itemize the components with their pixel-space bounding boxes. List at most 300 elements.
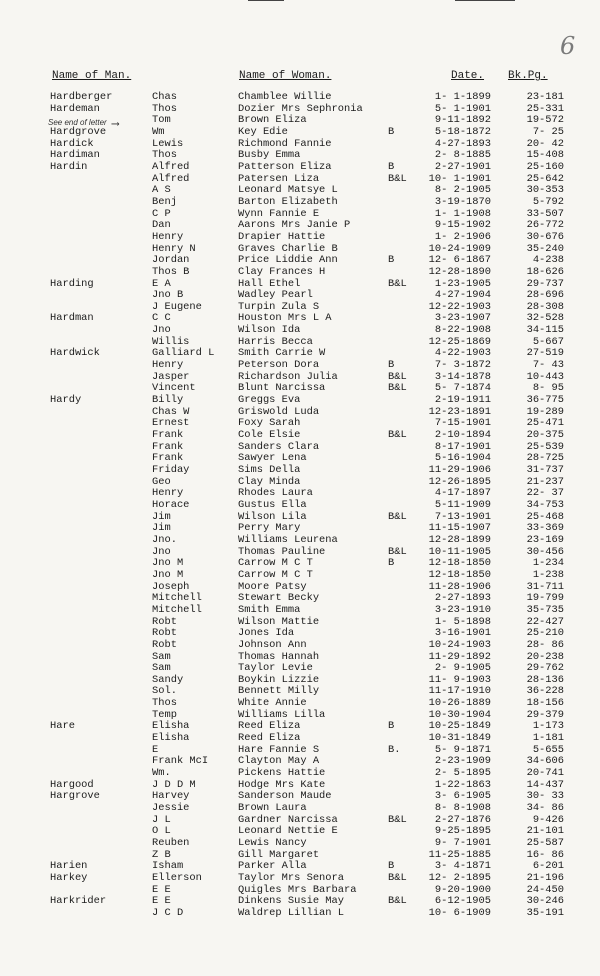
book-page: 29-762 — [526, 662, 564, 675]
marriage-date: 5- 7-1874 — [434, 382, 491, 395]
race-mark: B — [388, 359, 395, 372]
given-name: Reuben — [152, 837, 190, 849]
book-page: 20-741 — [526, 767, 564, 780]
marriage-date: 3- 6-1905 — [434, 790, 491, 803]
book-page: 30-456 — [526, 545, 564, 558]
given-name: Robt — [152, 615, 177, 628]
marriage-date: 1- 1-1908 — [434, 207, 491, 220]
book-page: 22-427 — [526, 615, 564, 628]
book-page: 35-191 — [526, 906, 564, 919]
book-page: 21-101 — [526, 825, 564, 838]
header-name-of-man: Name of Man. — [52, 70, 132, 82]
book-page: 6-201 — [532, 860, 564, 873]
marriage-date: 3- 4-1871 — [434, 860, 491, 873]
marriage-date: 11-17-1910 — [428, 685, 491, 698]
book-page: 24-450 — [526, 883, 564, 896]
marriage-date: 9-25-1895 — [434, 825, 491, 838]
given-name: Jim — [152, 510, 171, 523]
book-page: 25-539 — [526, 440, 564, 453]
given-name: Friday — [152, 464, 190, 476]
marriage-date: 2-27-1893 — [434, 592, 491, 605]
marriage-date: 9- 7-1901 — [434, 837, 491, 849]
book-page: 1-238 — [532, 568, 564, 581]
book-page: 5-792 — [532, 195, 564, 208]
woman-name: Parker Alla — [238, 860, 307, 873]
given-name: Alfred — [152, 172, 190, 185]
given-name: E A — [152, 277, 171, 290]
table-row — [0, 710, 600, 722]
book-page: 9-426 — [532, 813, 564, 826]
woman-name: Sawyer Lena — [238, 452, 307, 465]
table-row — [0, 721, 600, 733]
race-mark: B&L — [388, 429, 407, 442]
woman-name: Reed Eliza — [238, 732, 301, 745]
book-page: 22- 37 — [526, 487, 564, 500]
woman-name: Leonard Matsye L — [238, 184, 338, 197]
woman-name: Reed Eliza — [238, 720, 301, 733]
marriage-date: 11-28-1906 — [428, 580, 491, 593]
book-page: 1-234 — [532, 557, 564, 570]
race-mark: B — [388, 720, 395, 733]
given-name: E E — [152, 883, 171, 896]
marriage-date: 4-27-1904 — [434, 289, 491, 302]
marriage-date: 2-23-1909 — [434, 755, 491, 768]
marriage-date: 10- 1-1901 — [428, 172, 491, 185]
book-page: 8- 95 — [532, 382, 564, 395]
marriage-date: 5- 1-1901 — [434, 102, 491, 115]
book-page: 32-528 — [526, 312, 564, 325]
marriage-date: 10-25-1849 — [428, 720, 491, 733]
book-page: 15-408 — [526, 149, 564, 162]
woman-name: Houston Mrs L A — [238, 312, 332, 325]
given-name: Frank McI — [152, 755, 209, 768]
woman-name: Carrow M C T — [238, 557, 313, 570]
header-date: Date. — [451, 70, 485, 82]
woman-name: Griswold Luda — [238, 405, 320, 418]
given-name: Frank — [152, 440, 184, 453]
given-name: Chas W — [152, 405, 190, 418]
marriage-date: 1- 1-1899 — [434, 91, 491, 103]
book-page: 28-696 — [526, 289, 564, 302]
marriage-date: 1-22-1863 — [434, 778, 491, 791]
given-name: Mitchell — [152, 603, 202, 616]
woman-name: Moore Patsy — [238, 580, 307, 593]
table-row — [0, 162, 600, 174]
book-page: 19-799 — [526, 592, 564, 605]
marriage-date: 3-23-1910 — [434, 603, 491, 616]
woman-name: Taylor Mrs Senora — [238, 871, 345, 884]
table-row — [0, 407, 600, 419]
given-name: Temp — [152, 708, 177, 721]
marriage-date: 10-24-1903 — [428, 638, 491, 651]
book-page: 25-642 — [526, 172, 564, 185]
book-page: 35-735 — [526, 603, 564, 616]
marriage-date: 9-11-1892 — [434, 114, 491, 127]
given-name: Frank — [152, 429, 184, 442]
given-name: Alfred — [152, 160, 190, 173]
race-mark: B&L — [388, 895, 407, 908]
marriage-date: 9-15-1902 — [434, 219, 491, 232]
marriage-date: 2-27-1876 — [434, 813, 491, 826]
book-page: 7- 25 — [532, 125, 564, 138]
surname: Harding — [50, 277, 94, 290]
book-page: 20- 42 — [526, 137, 564, 150]
given-name: Willis — [152, 335, 190, 348]
table-row — [0, 593, 600, 605]
marriage-date: 12- 6-1867 — [428, 254, 491, 267]
table-row — [0, 418, 600, 430]
given-name: Dan — [152, 219, 171, 232]
woman-name: Sims Della — [238, 464, 301, 476]
surname: Hardman — [50, 312, 94, 325]
marriage-date: 12-26-1895 — [428, 475, 491, 488]
book-page: 25-331 — [526, 102, 564, 115]
woman-name: Greggs Eva — [238, 394, 301, 407]
book-page: 30-676 — [526, 230, 564, 243]
marriage-date: 10-11-1905 — [428, 545, 491, 558]
book-page: 20-238 — [526, 650, 564, 663]
book-page: 21-237 — [526, 475, 564, 488]
marriage-date: 12-28-1899 — [428, 533, 491, 546]
book-page: 30-246 — [526, 895, 564, 908]
marriage-date: 11-15-1907 — [428, 522, 491, 535]
book-page: 28-725 — [526, 452, 564, 465]
woman-name: Clay Minda — [238, 475, 301, 488]
marriage-date: 12- 2-1895 — [428, 871, 491, 884]
marriage-date: 7-13-1901 — [434, 510, 491, 523]
given-name: C P — [152, 207, 171, 220]
marriage-date: 10- 6-1909 — [428, 906, 491, 919]
table-row — [0, 383, 600, 395]
race-mark: B&L — [388, 545, 407, 558]
marriage-date: 12-18-1850 — [428, 557, 491, 570]
marriage-date: 5-16-1904 — [434, 452, 491, 465]
surname: Hardgrove — [50, 125, 107, 138]
race-mark: B — [388, 125, 395, 138]
given-name: Jno M — [152, 557, 184, 570]
table-row — [0, 500, 600, 512]
given-name: Robt — [152, 627, 177, 640]
woman-name: Turpin Zula S — [238, 300, 320, 313]
surname: Hardwick — [50, 347, 100, 360]
page-number: 6 — [560, 32, 576, 60]
given-name: Thos B — [152, 265, 190, 278]
given-name: Wm. — [152, 767, 171, 780]
given-name: Sam — [152, 650, 171, 663]
table-row — [0, 395, 600, 407]
given-name: Galliard L — [152, 347, 215, 360]
table-row — [0, 535, 600, 547]
table-row — [0, 92, 600, 104]
table-row — [0, 617, 600, 629]
marriage-date: 12-23-1891 — [428, 405, 491, 418]
given-name: Wm — [152, 125, 165, 138]
table-row — [0, 733, 600, 745]
surname: Hare — [50, 720, 75, 733]
marriage-date: 1-23-1905 — [434, 277, 491, 290]
given-name: Frank — [152, 452, 184, 465]
book-page: 10-443 — [526, 370, 564, 383]
book-page: 7- 43 — [532, 359, 564, 372]
woman-name: Blunt Narcissa — [238, 382, 326, 395]
woman-name: Lewis Nancy — [238, 837, 307, 849]
given-name: A S — [152, 184, 171, 197]
marriage-date: 9-20-1900 — [434, 883, 491, 896]
given-name: Jno — [152, 324, 171, 337]
table-row — [0, 873, 600, 885]
table-row — [0, 267, 600, 279]
top-rule-right — [455, 0, 515, 1]
surname: Hargrove — [50, 790, 100, 803]
top-rule-left — [248, 0, 284, 1]
race-mark: B. — [388, 743, 401, 756]
woman-name: Rhodes Laura — [238, 487, 313, 500]
table-row — [0, 360, 600, 372]
marriage-date: 1- 2-1906 — [434, 230, 491, 243]
race-mark: B — [388, 254, 395, 267]
marriage-date: 2-19-1911 — [434, 394, 491, 407]
marriage-date: 5- 9-1871 — [434, 743, 491, 756]
given-name: Benj — [152, 195, 177, 208]
given-name: Thos — [152, 102, 177, 115]
book-page: 25-468 — [526, 510, 564, 523]
woman-name: Busby Emma — [238, 149, 301, 162]
woman-name: Brown Eliza — [238, 114, 307, 127]
race-mark: B&L — [388, 382, 407, 395]
given-name: Lewis — [152, 137, 184, 150]
marriage-date: 3-14-1878 — [434, 370, 491, 383]
book-page: 25-210 — [526, 627, 564, 640]
given-name: Thos — [152, 697, 177, 710]
given-name: C C — [152, 312, 171, 325]
given-name: Z B — [152, 848, 171, 861]
book-page: 5-667 — [532, 335, 564, 348]
given-name: Isham — [152, 860, 184, 873]
book-page: 26-772 — [526, 219, 564, 232]
given-name: Robt — [152, 638, 177, 651]
marriage-date: 3-16-1901 — [434, 627, 491, 640]
given-name: Jim — [152, 522, 171, 535]
given-name: Jessie — [152, 802, 190, 815]
table-row — [0, 605, 600, 617]
marriage-date: 2-27-1901 — [434, 160, 491, 173]
table-row — [0, 640, 600, 652]
given-name: Ernest — [152, 417, 190, 430]
woman-name: Waldrep Lillian L — [238, 906, 345, 919]
given-name: J C D — [152, 906, 184, 919]
woman-name: Carrow M C T — [238, 568, 313, 581]
table-row — [0, 313, 600, 325]
woman-name: Taylor Levie — [238, 662, 313, 675]
marriage-date: 2-10-1894 — [434, 429, 491, 442]
woman-name: Chamblee Willie — [238, 91, 332, 103]
marriage-date: 7- 3-1872 — [434, 359, 491, 372]
given-name: Jasper — [152, 370, 190, 383]
marriage-date: 11-29-1892 — [428, 650, 491, 663]
book-page: 36-228 — [526, 685, 564, 698]
arrow-icon: ⟶ — [112, 119, 119, 131]
book-page: 18-626 — [526, 265, 564, 278]
given-name: J D D M — [152, 778, 196, 791]
marriage-date: 10-30-1904 — [428, 708, 491, 721]
table-row — [0, 465, 600, 477]
book-page: 34-753 — [526, 498, 564, 511]
book-page: 34-606 — [526, 755, 564, 768]
woman-name: Dozier Mrs Sephronia — [238, 102, 363, 115]
given-name: J Eugene — [152, 300, 202, 313]
woman-name: Richmond Fannie — [238, 137, 332, 150]
woman-name: Thomas Pauline — [238, 545, 326, 558]
table-row — [0, 430, 600, 442]
surname: Harkrider — [50, 895, 107, 908]
woman-name: Patterson Eliza — [238, 160, 332, 173]
book-page: 31-737 — [526, 464, 564, 476]
book-page: 25-160 — [526, 160, 564, 173]
book-page: 28-136 — [526, 673, 564, 686]
race-mark: B — [388, 557, 395, 570]
given-name: E E — [152, 895, 171, 908]
surname: Hardick — [50, 137, 94, 150]
woman-name: Quigles Mrs Barbara — [238, 883, 357, 896]
book-page: 20-375 — [526, 429, 564, 442]
table-row — [0, 232, 600, 244]
marriage-date: 3-19-1870 — [434, 195, 491, 208]
woman-name: Pickens Hattie — [238, 767, 326, 780]
marriage-date: 11-25-1885 — [428, 848, 491, 861]
marriage-date: 6-12-1905 — [434, 895, 491, 908]
book-page: 23-169 — [526, 533, 564, 546]
given-name: Jno B — [152, 289, 184, 302]
marriage-date: 3-23-1907 — [434, 312, 491, 325]
book-page: 1-173 — [532, 720, 564, 733]
surname: Hardeman — [50, 102, 100, 115]
given-name: Jno M — [152, 568, 184, 581]
book-page: 30-353 — [526, 184, 564, 197]
woman-name: Barton Elizabeth — [238, 195, 338, 208]
margin-note: See end of letter — [48, 118, 107, 127]
race-mark: B&L — [388, 172, 407, 185]
surname: Hardberger — [50, 91, 113, 103]
book-page: 21-196 — [526, 871, 564, 884]
book-page: 25-471 — [526, 417, 564, 430]
book-page: 19-289 — [526, 405, 564, 418]
woman-name: Aarons Mrs Janie P — [238, 219, 351, 232]
woman-name: Gustus Ella — [238, 498, 307, 511]
woman-name: Patersen Liza — [238, 172, 320, 185]
woman-name: Jones Ida — [238, 627, 295, 640]
given-name: E — [152, 743, 159, 756]
woman-name: Drapier Hattie — [238, 230, 326, 243]
given-name: O L — [152, 825, 171, 838]
header-book-page: Bk.Pg. — [508, 70, 548, 82]
given-name: Vincent — [152, 382, 196, 395]
given-name: Thos — [152, 149, 177, 162]
book-page: 14-437 — [526, 778, 564, 791]
table-row — [0, 838, 600, 850]
woman-name: Wilson Lila — [238, 510, 307, 523]
given-name: Henry N — [152, 242, 196, 255]
book-page: 34- 86 — [526, 802, 564, 815]
book-page: 31-711 — [526, 580, 564, 593]
woman-name: Wynn Fannie E — [238, 207, 320, 220]
marriage-date: 7-15-1901 — [434, 417, 491, 430]
given-name: Ellerson — [152, 871, 202, 884]
marriage-date: 8- 2-1905 — [434, 184, 491, 197]
woman-name: Hodge Mrs Kate — [238, 778, 326, 791]
woman-name: Stewart Becky — [238, 592, 320, 605]
marriage-date: 11-29-1906 — [428, 464, 491, 476]
marriage-date: 12-22-1903 — [428, 300, 491, 313]
book-page: 28- 86 — [526, 638, 564, 651]
book-page: 29-379 — [526, 708, 564, 721]
given-name: Elisha — [152, 732, 190, 745]
woman-name: Leonard Nettie E — [238, 825, 338, 838]
woman-name: Williams Lilla — [238, 708, 326, 721]
woman-name: Foxy Sarah — [238, 417, 301, 430]
race-mark: B — [388, 860, 395, 873]
woman-name: Harris Becca — [238, 335, 313, 348]
given-name: Billy — [152, 394, 184, 407]
given-name: Geo — [152, 475, 171, 488]
woman-name: Sanderson Maude — [238, 790, 332, 803]
table-row — [0, 570, 600, 582]
marriage-date: 10-26-1889 — [428, 697, 491, 710]
given-name: Sandy — [152, 673, 184, 686]
table-row — [0, 197, 600, 209]
given-name: Henry — [152, 487, 184, 500]
marriage-date: 8-22-1908 — [434, 324, 491, 337]
header-name-of-woman: Name of Woman. — [239, 70, 332, 82]
woman-name: Peterson Dora — [238, 359, 320, 372]
book-page: 4-238 — [532, 254, 564, 267]
woman-name: Hall Ethel — [238, 277, 301, 290]
marriage-date: 5-11-1909 — [434, 498, 491, 511]
woman-name: Thomas Hannah — [238, 650, 320, 663]
book-page: 28-308 — [526, 300, 564, 313]
book-page: 33-507 — [526, 207, 564, 220]
marriage-date: 1- 5-1898 — [434, 615, 491, 628]
woman-name: Wadley Pearl — [238, 289, 313, 302]
marriage-date: 8-17-1901 — [434, 440, 491, 453]
marriage-date: 12-25-1869 — [428, 335, 491, 348]
book-page: 29-737 — [526, 277, 564, 290]
given-name: Harvey — [152, 790, 190, 803]
woman-name: Sanders Clara — [238, 440, 320, 453]
book-page: 34-115 — [526, 324, 564, 337]
woman-name: Perry Mary — [238, 522, 301, 535]
woman-name: Smith Emma — [238, 603, 301, 616]
woman-name: Cole Elsie — [238, 429, 301, 442]
table-row — [0, 512, 600, 524]
surname: Hargood — [50, 778, 94, 791]
marriage-date: 2- 5-1895 — [434, 767, 491, 780]
woman-name: Key Edie — [238, 125, 288, 138]
given-name: Jno — [152, 545, 171, 558]
woman-name: Brown Laura — [238, 802, 307, 815]
given-name: Joseph — [152, 580, 190, 593]
given-name: J L — [152, 813, 171, 826]
marriage-date: 10-24-1909 — [428, 242, 491, 255]
woman-name: Wilson Ida — [238, 324, 301, 337]
woman-name: Hare Fannie S — [238, 743, 320, 756]
table-row — [0, 803, 600, 815]
book-page: 18-156 — [526, 697, 564, 710]
book-page: 36-775 — [526, 394, 564, 407]
marriage-date: 12-18-1850 — [428, 568, 491, 581]
book-page: 1-181 — [532, 732, 564, 745]
marriage-date: 2- 9-1905 — [434, 662, 491, 675]
marriage-date: 10-31-1849 — [428, 732, 491, 745]
